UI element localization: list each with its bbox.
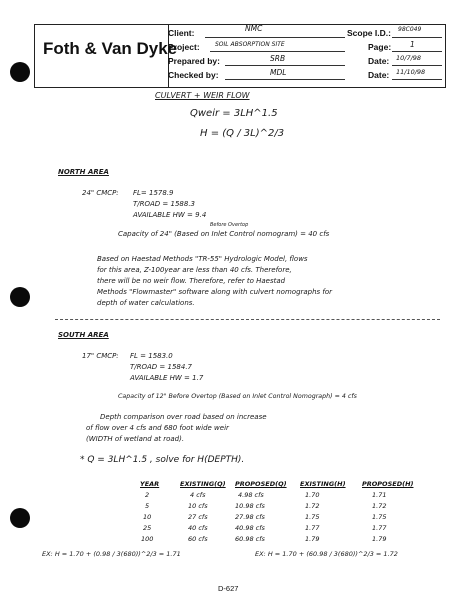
cell-existing-h: 1.72 bbox=[305, 502, 320, 510]
table-row bbox=[140, 502, 430, 513]
project-value: SOIL ABSORPTION SITE bbox=[215, 41, 285, 48]
col-proposed-q: PROPOSED(Q) bbox=[235, 480, 287, 488]
checked-by-value: MDL bbox=[270, 68, 287, 77]
cell-proposed-q: 40.98 cfs bbox=[235, 524, 265, 532]
col-year: YEAR bbox=[140, 480, 160, 488]
example-2: EX: H = 1.70 + (60.98 / 3(680))^2/3 = 1.72 bbox=[255, 550, 398, 558]
cell-year: 5 bbox=[145, 502, 150, 510]
binder-hole-top bbox=[10, 62, 30, 82]
cell-existing-q: 40 cfs bbox=[188, 524, 208, 532]
depth-table bbox=[140, 480, 430, 546]
cell-existing-q: 27 cfs bbox=[188, 513, 208, 521]
north-capacity-note: Before Overtop bbox=[210, 222, 249, 228]
example-1: EX: H = 1.70 + (0.98 / 3(680))^2/3 = 1.71 bbox=[42, 550, 181, 558]
north-paragraph-1: Based on Haestad Methods "TR-55" Hydrologic Model, flows bbox=[97, 255, 308, 263]
prepared-by-label: Prepared by: bbox=[168, 56, 220, 66]
client-value: NMC bbox=[245, 24, 263, 33]
cell-proposed-h: 1.72 bbox=[372, 502, 387, 510]
cell-existing-q: 10 cfs bbox=[188, 502, 208, 510]
cell-existing-h: 1.77 bbox=[305, 524, 320, 532]
table-row bbox=[140, 513, 430, 524]
scope-id-label: Scope I.D.: bbox=[347, 28, 391, 38]
south-capacity: Capacity of 12" Before Overtop (Based on Inlet Control Nomograph) = 4 cfs bbox=[118, 393, 357, 400]
table-row bbox=[140, 524, 430, 535]
table-row bbox=[140, 535, 430, 546]
checked-by-label: Checked by: bbox=[168, 70, 219, 80]
col-proposed-h: PROPOSED(H) bbox=[362, 480, 414, 488]
cell-year: 25 bbox=[143, 524, 152, 532]
formula-weir: Qweir = 3LH^1.5 bbox=[190, 108, 278, 119]
scope-id-value: 98C049 bbox=[398, 26, 422, 33]
table-header-row bbox=[140, 480, 430, 491]
formula-depth: H = (Q / 3L)^2/3 bbox=[200, 128, 285, 139]
north-paragraph-3: there will be no weir flow. Therefore, refer to Haestad bbox=[97, 277, 286, 285]
project-underline bbox=[210, 51, 345, 52]
page-value: 1 bbox=[410, 40, 415, 49]
south-area-heading: SOUTH AREA bbox=[58, 331, 109, 339]
date-label-2: Date: bbox=[368, 70, 390, 80]
solve-statement: * Q = 3LH^1.5 , solve for H(DEPTH). bbox=[80, 455, 245, 465]
cell-proposed-h: 1.75 bbox=[372, 513, 387, 521]
north-fl: FL= 1578.9 bbox=[133, 189, 174, 197]
cell-proposed-q: 60.98 cfs bbox=[235, 535, 265, 543]
south-cmcp-label: 17" CMCP: bbox=[82, 352, 119, 360]
cell-existing-q: 4 cfs bbox=[190, 491, 206, 499]
cell-proposed-h: 1.71 bbox=[372, 491, 387, 499]
south-fl: FL = 1583.0 bbox=[130, 352, 173, 360]
col-existing-h: EXISTING(H) bbox=[300, 480, 346, 488]
prepared-underline bbox=[225, 65, 345, 66]
date2-underline bbox=[392, 79, 442, 80]
cell-year: 2 bbox=[145, 491, 150, 499]
project-label: Project: bbox=[168, 42, 200, 52]
cell-existing-q: 60 cfs bbox=[188, 535, 208, 543]
section-title: CULVERT + WEIR FLOW bbox=[155, 91, 250, 100]
north-area-heading: NORTH AREA bbox=[58, 168, 109, 176]
col-existing-q: EXISTING(Q) bbox=[180, 480, 226, 488]
north-paragraph-5: depth of water calculations. bbox=[97, 299, 195, 307]
table-row bbox=[140, 491, 430, 502]
date-label-1: Date: bbox=[368, 56, 390, 66]
north-cmcp-label: 24" CMCP: bbox=[82, 189, 119, 197]
cell-existing-h: 1.70 bbox=[305, 491, 320, 499]
south-paragraph-3: (WIDTH of wetland at road). bbox=[86, 435, 185, 443]
south-available-hw: AVAILABLE HW = 1.7 bbox=[130, 374, 204, 382]
south-paragraph-2: of flow over 4 cfs and 680 foot wide weir bbox=[86, 424, 229, 432]
date1-underline bbox=[392, 65, 442, 66]
client-label: Client: bbox=[168, 28, 195, 38]
date-value-1: 10/7/98 bbox=[396, 54, 422, 62]
page-label: Page: bbox=[368, 42, 392, 52]
north-paragraph-2: for this area, Z-100year are less than 40 cfs. Therefore, bbox=[97, 266, 292, 274]
north-capacity: Capacity of 24" (Based on Inlet Control nomogram) = 40 cfs bbox=[118, 230, 330, 238]
north-paragraph-4: Methods "Flowmaster" software along with culvert nomographs for bbox=[97, 288, 333, 296]
section-separator bbox=[55, 319, 440, 320]
page-underline bbox=[392, 51, 442, 52]
cell-proposed-q: 4.98 cfs bbox=[238, 491, 264, 499]
date-value-2: 11/10/98 bbox=[396, 68, 426, 76]
checked-underline bbox=[225, 79, 345, 80]
cell-existing-h: 1.79 bbox=[305, 535, 320, 543]
scope-underline bbox=[392, 37, 442, 38]
binder-hole-bottom bbox=[10, 508, 30, 528]
south-paragraph-1: Depth comparison over road based on increase bbox=[100, 413, 267, 421]
prepared-by-value: SRB bbox=[270, 54, 286, 63]
cell-year: 100 bbox=[141, 535, 154, 543]
client-underline bbox=[205, 37, 345, 38]
cell-existing-h: 1.75 bbox=[305, 513, 320, 521]
north-available-hw: AVAILABLE HW = 9.4 bbox=[133, 211, 207, 219]
cell-year: 10 bbox=[143, 513, 152, 521]
binder-hole-middle bbox=[10, 287, 30, 307]
cell-proposed-q: 27.98 cfs bbox=[235, 513, 265, 521]
cell-proposed-h: 1.77 bbox=[372, 524, 387, 532]
south-troad: T/ROAD = 1584.7 bbox=[130, 363, 192, 371]
company-name: Foth & Van Dyke bbox=[43, 39, 178, 58]
cell-proposed-q: 10.98 cfs bbox=[235, 502, 265, 510]
north-troad: T/ROAD = 1588.3 bbox=[133, 200, 195, 208]
cell-proposed-h: 1.79 bbox=[372, 535, 387, 543]
page-number: D-627 bbox=[218, 584, 239, 593]
